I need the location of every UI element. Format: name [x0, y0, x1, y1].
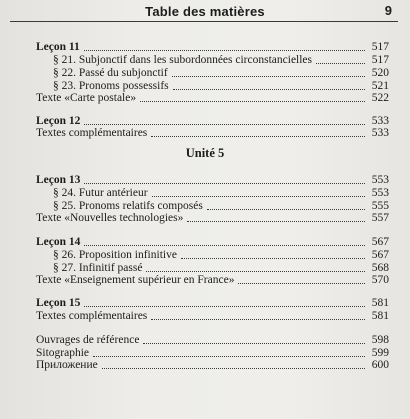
toc-entry-section-22[interactable] [53, 67, 389, 80]
toc-entry-label: Leçon 14 [36, 236, 81, 248]
toc-entry-label: Texte «Nouvelles technologies» [36, 212, 184, 224]
toc-entry-page: 553 [371, 174, 389, 186]
toc-entry-label: Textes complémentaires [36, 127, 148, 139]
toc-entry-texte-carte-postale[interactable] [36, 92, 389, 105]
toc-entry-page: 521 [371, 80, 389, 92]
toc-entry-texte-nouvelles-technologies[interactable] [36, 212, 389, 225]
toc-entry-label: Leçon 15 [36, 297, 81, 309]
toc-entry-textes-complementaires-15[interactable] [36, 310, 389, 323]
toc-entry-page: 522 [371, 92, 389, 104]
dot-leader [172, 76, 365, 77]
toc-entry-page: 533 [371, 127, 389, 139]
toc-entry-label: § 24. Futur antérieur [53, 187, 148, 199]
page-number: 9 [384, 3, 392, 18]
toc-entry-section-24[interactable] [53, 187, 389, 200]
toc-entry-label: § 26. Proposition infinitive [53, 249, 177, 261]
toc-entry-page: 557 [371, 212, 389, 224]
toc-entry-page: 533 [371, 115, 389, 127]
toc-entry-page: 570 [371, 274, 389, 286]
dot-leader [151, 136, 365, 137]
toc-entry-label: Texte «Carte postale» [36, 92, 137, 104]
dot-leader [146, 271, 365, 272]
toc-entry-page: 598 [371, 334, 389, 346]
unit-heading: Unité 5 [185, 146, 225, 160]
header-rule [10, 21, 398, 22]
dot-leader [238, 283, 365, 284]
toc-entry-page: 600 [371, 359, 389, 371]
toc-entry-lecon-13[interactable] [36, 174, 389, 187]
toc-entry-page: 520 [371, 67, 389, 79]
dot-leader [84, 306, 365, 307]
toc-entry-page: 553 [371, 187, 389, 199]
toc-entry-ouvrages-de-reference[interactable] [36, 334, 389, 347]
toc-entry-page: 567 [371, 236, 389, 248]
page-title: Table des matières [145, 4, 265, 19]
toc-entry-page: 568 [371, 262, 389, 274]
dot-leader [102, 368, 365, 369]
toc-entry-label: Leçon 12 [36, 115, 81, 127]
dot-leader [207, 209, 365, 210]
toc-entry-textes-complementaires-12[interactable] [36, 127, 389, 140]
dot-leader [152, 196, 365, 197]
dot-leader [316, 63, 365, 64]
dot-leader [173, 89, 365, 90]
toc-entry-page: 517 [371, 41, 389, 53]
dot-leader [151, 319, 365, 320]
toc-entry-label: § 23. Pronoms possessifs [53, 80, 169, 92]
toc-entry-label: Leçon 11 [36, 41, 80, 53]
dot-leader [93, 356, 365, 357]
dot-leader [187, 221, 365, 222]
toc-entry-section-26[interactable] [53, 249, 389, 262]
toc-entry-lecon-14[interactable] [36, 236, 389, 249]
dot-leader [140, 101, 365, 102]
toc-entry-label: § 25. Pronoms relatifs composés [53, 200, 203, 212]
toc-entry-section-21[interactable] [53, 54, 389, 67]
toc-entry-label: § 22. Passé du subjonctif [53, 67, 168, 79]
toc-entry-prilozhenie[interactable] [36, 359, 389, 372]
toc-entry-page: 517 [371, 54, 389, 66]
toc-entry-label: Texte «Enseignement supérieur en France» [36, 274, 235, 286]
toc-entry-page: 555 [371, 200, 389, 212]
toc-entry-page: 567 [371, 249, 389, 261]
toc-entry-lecon-15[interactable] [36, 297, 389, 310]
toc-entry-label: § 21. Subjonctif dans les subordonnées circonstancielles [53, 54, 313, 66]
dot-leader [84, 245, 365, 246]
toc-entry-lecon-11[interactable] [36, 41, 389, 54]
toc-entry-label: Ouvrages de référence [36, 334, 140, 346]
toc-entry-label: Textes complémentaires [36, 310, 148, 322]
dot-leader [84, 124, 365, 125]
toc-entry-page: 581 [371, 297, 389, 309]
dot-leader [84, 50, 365, 51]
toc-entry-page: 599 [371, 347, 389, 359]
toc-entry-label: Приложение [36, 359, 98, 371]
toc-entry-label: Leçon 13 [36, 174, 81, 186]
toc-entry-texte-enseignement-superieur[interactable] [36, 274, 389, 287]
running-header [0, 0, 410, 22]
dot-leader [84, 183, 365, 184]
toc-entry-page: 581 [371, 310, 389, 322]
dot-leader [181, 258, 365, 259]
toc-entry-label: Sitographie [36, 347, 90, 359]
toc-entry-label: § 27. Infinitif passé [53, 262, 143, 274]
dot-leader [143, 343, 365, 344]
